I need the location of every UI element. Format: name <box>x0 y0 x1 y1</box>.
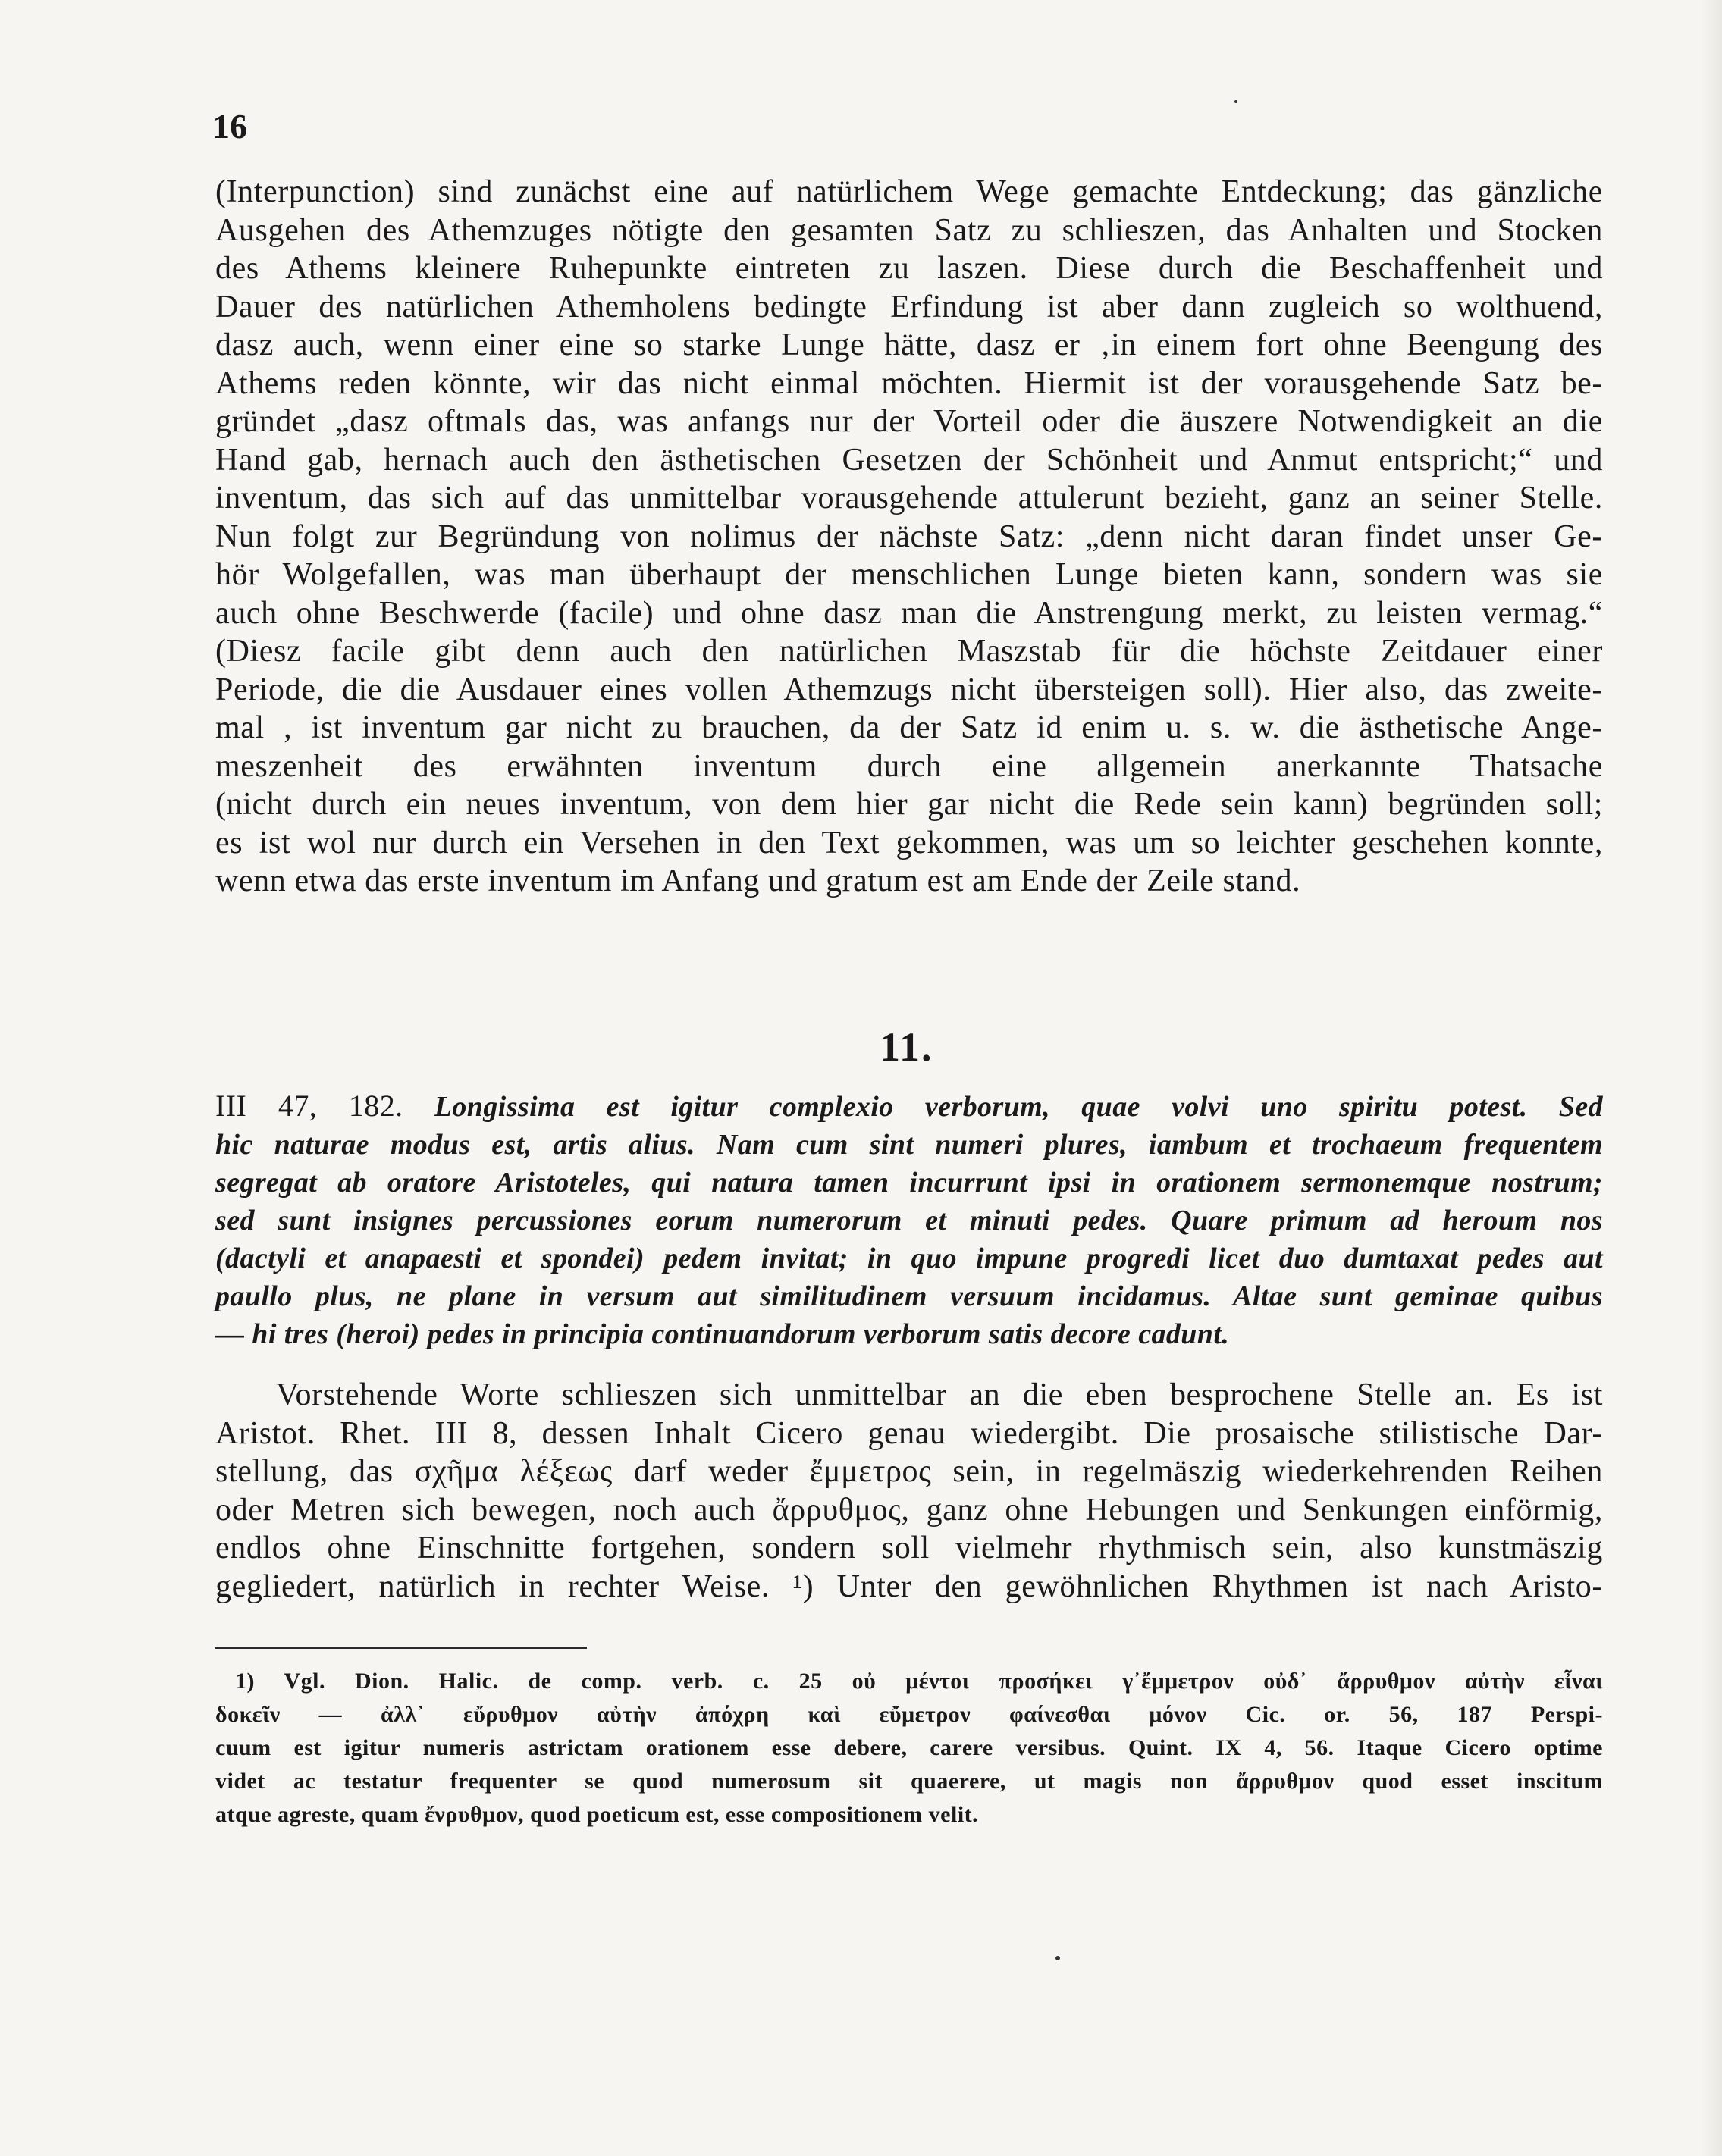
quote-line: hic naturae modus est, artis alius. Nam cum sint numeri plures, iambum et trochaeum frequentem <box>215 1129 1603 1161</box>
latin-quote <box>215 1087 1603 1353</box>
quote-line: segregat ab oratore Aristoteles, qui natura tamen incurrunt ipsi in orationem sermonemque nostrum; <box>215 1167 1603 1199</box>
footnote-line: videt ac testatur frequenter se quod numerosum sit quaerere, ut magis non ἄρρυθμον quod esset inscitum <box>215 1769 1603 1794</box>
scan-speck <box>1055 1956 1060 1960</box>
page-number: 16 <box>212 107 247 146</box>
quote-reference: III 47, 182. <box>215 1089 403 1123</box>
text-line: es ist wol nur durch ein Versehen in den Text gekommen, was um so leichter geschehen konnte, <box>215 825 1603 860</box>
scan-speck <box>1234 100 1237 103</box>
text-line: Nun folgt zur Begründung von nolimus der nächste Satz: „denn nicht daran findet unser Ge- <box>215 519 1603 554</box>
text-line: oder Metren sich bewegen, noch auch ἄρρυθμος, ganz ohne Hebungen und Senkungen einförmig, <box>215 1492 1603 1528</box>
text-line: hör Wolgefallen, was man überhaupt der menschlichen Lunge bieten kann, sondern was sie <box>215 557 1603 592</box>
text-line: Athems reden könnte, wir das nicht einmal möchten. Hiermit ist der vorausgehende Satz be- <box>215 365 1603 401</box>
text-line: meszenheit des erwähnten inventum durch eine allgemein anerkannte Thatsache <box>215 748 1603 784</box>
text-line: dasz auch, wenn einer eine so starke Lunge hätte, dasz er ‚in einem fort ohne Beengung des <box>215 327 1603 362</box>
text-line: Dauer des natürlichen Athemholens bedingte Erfindung ist aber dann zugleich so wolthuend, <box>215 289 1603 324</box>
text-line: endlos ohne Einschnitte fortgehen, sondern soll vielmehr rhythmisch sein, also kunstmäszig <box>215 1531 1603 1565</box>
text-line: Periode, die die Ausdauer eines vollen Athemzugs nicht übersteigen soll). Hier also, das zweite- <box>215 672 1603 707</box>
scan-edge <box>1701 0 1722 2156</box>
text-line: inventum, das sich auf das unmittelbar vorausgehende attulerunt bezieht, ganz an seiner Stelle. <box>215 481 1603 515</box>
footnote-line: cuum est igitur numeris astrictam orationem esse debere, carere versibus. Quint. IX 4, 56. Itaque Cicero optime <box>215 1735 1603 1760</box>
text-line: Vorstehende Worte schlieszen sich unmittelbar an die eben besprochene Stelle an. Es ist <box>276 1377 1603 1412</box>
text-line: stellung, das σχῆμα λέξεως darf weder ἔμμετρος sein, in regelmäszig wiederkehrenden Reihen <box>215 1454 1603 1489</box>
footnote-line: 1) Vgl. Dion. Halic. de comp. verb. c. 25 οὐ μέντοι προσήκει γ᾽ἔμμετρον οὐδ᾽ ἄρρυθμον αὐτὴν εἶναι <box>235 1669 1603 1694</box>
quote-line: — hi tres (heroi) pedes in principia continuandorum verborum satis decore cadunt. <box>215 1318 1230 1350</box>
quote-line: sed sunt insignes percussiones eorum numerorum et minuti pedes. Quare primum ad heroum nos <box>215 1205 1603 1236</box>
quote-text: Longissima est igitur complexio verborum, quae volvi uno spiritu potest. Sed <box>434 1091 1603 1123</box>
text-line: gründet „dasz oftmals das, was anfangs nur der Vorteil oder die äuszere Notwendigkeit an die <box>215 404 1603 439</box>
quote-first-line <box>215 1087 1603 1126</box>
text-line: (Diesz facile gibt denn auch den natürlichen Maszstab für die höchste Zeitdauer einer <box>215 634 1603 669</box>
text-line: (nicht durch ein neues inventum, von dem hier gar nicht die Rede sein kann) begründen soll; <box>215 787 1603 822</box>
text-line: (Interpunction) sind zunächst eine auf natürlichem Wege gemachte Entdeckung; das gänzliche <box>215 174 1603 209</box>
footnote-line: δοκεῖν — ἀλλ᾽ εὔρυθμον αὐτὴν ἀπόχρη καὶ εὔμετρον φαίνεσθαι μόνον Cic. or. 56, 187 Perspi- <box>215 1702 1603 1727</box>
text-line: Aristot. Rhet. III 8, dessen Inhalt Cicero genau wiedergibt. Die prosaische stilistische Dar- <box>215 1415 1603 1451</box>
commentary-paragraph <box>215 1376 1603 1606</box>
text-line: gegliedert, natürlich in rechter Weise. ¹) Unter den gewöhnlichen Rhythmen ist nach Aristo- <box>215 1568 1603 1604</box>
text-line: wenn etwa das erste inventum im Anfang und gratum est am Ende der Zeile stand. <box>215 863 1301 898</box>
quote-line: paullo plus, ne plane in versum aut similitudinem versuum incidamus. Altae sunt geminae quibus <box>215 1280 1603 1312</box>
footnotes <box>215 1665 1603 1832</box>
text-line: auch ohne Beschwerde (facile) und ohne dasz man die Anstrengung merkt, zu leisten vermag.“ <box>215 595 1603 631</box>
footnote-divider <box>215 1647 587 1649</box>
quote-line: (dactyli et anapaesti et spondei) pedem invitat; in quo impune progredi licet duo dumtaxat pedes aut <box>215 1243 1603 1274</box>
text-line: Hand gab, hernach auch den ästhetischen Gesetzen der Schönheit und Anmut entspricht;“ und <box>215 442 1603 478</box>
section-heading: 11. <box>880 1024 933 1070</box>
main-paragraph <box>215 173 1603 901</box>
text-line: Ausgehen des Athemzuges nötigte den gesamten Satz zu schlieszen, das Anhalten und Stocken <box>215 212 1603 248</box>
text-line: des Athems kleinere Ruhepunkte eintreten zu laszen. Diese durch die Beschaffenheit und <box>215 251 1603 286</box>
footnote-line: atque agreste, quam ἔνρυθμον, quod poeticum est, esse compositionem velit. <box>215 1802 979 1827</box>
text-line: mal , ist inventum gar nicht zu brauchen, da der Satz id enim u. s. w. die ästhetische Ange- <box>215 710 1603 745</box>
